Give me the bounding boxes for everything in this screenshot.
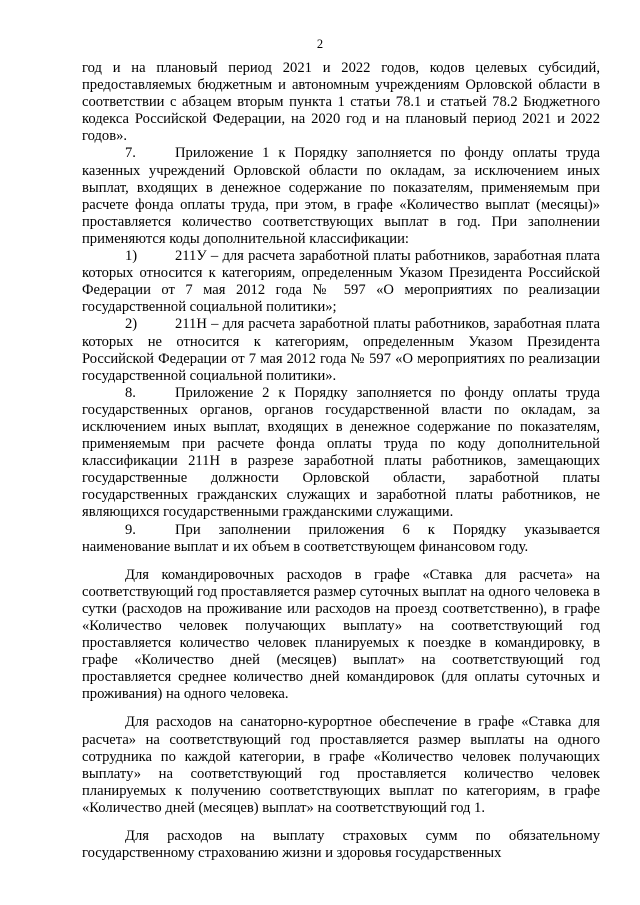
paragraph-continuation: год и на плановый период 2021 и 2022 годов, кодов целевых субсидий, предоставляемых бюджетным и автономным учреждениям Орловской области в соответствии с абзацем вторым пункта 1 статьи 78.1 и статьей 78.2 Бюджетного кодекса Российской Федерации, на 2020 год и на плановый период 2021 и 2022 годов». <box>82 60 600 145</box>
item-number: 9. <box>125 521 136 538</box>
subitem-1 <box>82 248 600 316</box>
paragraph-gap <box>82 817 600 828</box>
paragraph-8 <box>82 385 600 522</box>
item-number: 7. <box>125 145 136 162</box>
paragraph-7 <box>82 145 600 248</box>
paragraph-gap <box>82 703 600 714</box>
paragraph-text: Приложение 1 к Порядку заполняется по фонду оплаты труда казенных учреждений Орловской области по окладам, за исключением иных выплат, входящих в денежное содержание по показателям, применяемым при расчете фонда оплаты труда, при этом, в графе «Количество выплат (месяцы)» проставляется количество соответствующих выплат в год. При заполнении применяются коды дополнительной классификации: <box>82 145 600 247</box>
item-number: 2) <box>125 316 138 333</box>
paragraph-travel-expenses: Для командировочных расходов в графе «Ставка для расчета» на соответствующий год проставляется размер суточных выплат на одного человека в сутки (расходов на проживание или расходов на проезд соответственно), в графе «Количество человек получающих выплату» на соответствующий год проставляется количество человек планируемых к поездке в командировку, в графе «Количество дней (месяцев) выплат» на соответствующий год проставляется среднее количество дней командировок (для оплаты суточных и проживания) на одного человека. <box>82 566 600 703</box>
item-number: 1) <box>125 248 138 265</box>
item-number: 8. <box>125 384 136 401</box>
paragraph-gap <box>82 556 600 567</box>
paragraph-text: Приложение 2 к Порядку заполняется по фонду оплаты труда государственных органов, органов государственной власти по окладам, за исключением иных выплат, входящих в денежное содержание по показателям, применяемым при расчете фонда оплаты труда по коду дополнительной классификации 211Н в разрезе заработной платы работников, замещающих государственные должности Орловской области, заработной платы государственных гражданских служащих и заработной платы работников, не являющихся государственными гражданскими служащими. <box>82 384 600 521</box>
paragraph-text: 211У – для расчета заработной платы работников, заработная плата которых относится к категориям, определенным Указом Президента Российской Федерации от 7 мая 2012 года № 597 «О мероприятиях по реализации государственной социальной политики»; <box>82 248 600 316</box>
document-body <box>82 60 600 862</box>
page-number: 2 <box>316 37 324 51</box>
paragraph-sanatorium-expenses: Для расходов на санаторно-курортное обеспечение в графе «Ставка для расчета» на соответствующий год проставляется размер выплаты на одного сотрудника по каждой категории, в графе «Количество человек получающих выплату» на соответствующий год проставляется количество человек планируемых к получению соответствующих выплат по категориям, в графе «Количество дней (месяцев) выплат» на соответствующий год 1. <box>82 714 600 816</box>
paragraph-text: При заполнении приложения 6 к Порядку указывается наименование выплат и их объем в соответствующем финансовом году. <box>82 521 600 555</box>
paragraph-9 <box>82 522 600 556</box>
subitem-2 <box>82 316 600 384</box>
paragraph-insurance-expenses: Для расходов на выплату страховых сумм по обязательному государственному страхованию жизни и здоровья государственных <box>82 828 600 862</box>
paragraph-text: 211Н – для расчета заработной платы работников, заработная плата которых не относится к категориям, определенным Указом Президента Российской Федерации от 7 мая 2012 года № 597 «О мероприятиях по реализации государственной социальной политики». <box>82 316 600 384</box>
